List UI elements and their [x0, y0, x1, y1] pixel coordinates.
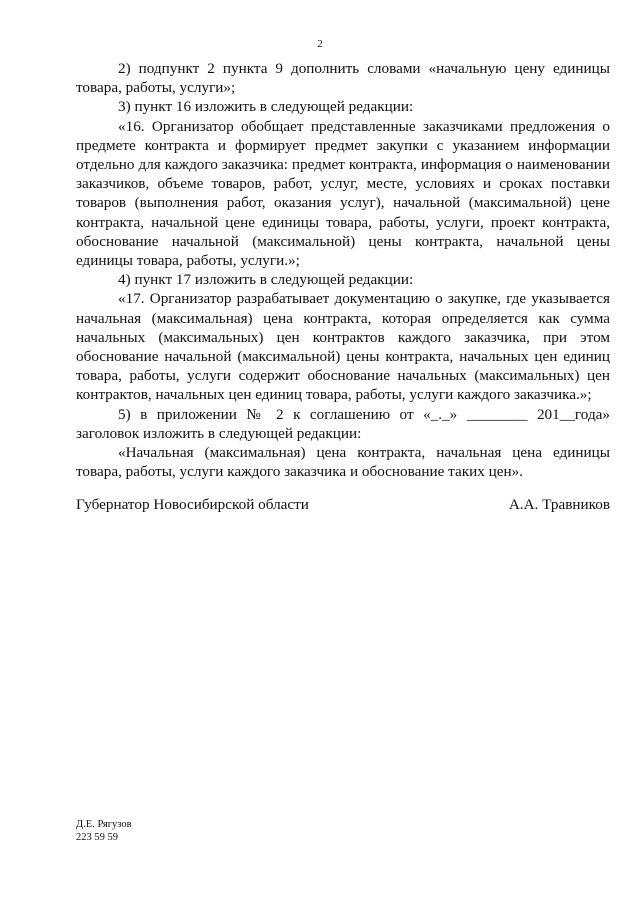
paragraph-item-17-intro: 4) пункт 17 изложить в следующей редакции: — [118, 271, 414, 289]
paragraph-item-16-intro: 3) пункт 16 изложить в следующей редакции: — [118, 98, 414, 116]
paragraph-appendix-title: «Начальная (максимальная) цена контракта, начальная цена единицы товара, работы, услуги каждого заказчика и обоснование таких цен». — [76, 444, 610, 481]
executor-name: Д.Е. Рягузов — [76, 819, 132, 830]
paragraph-item-16-text: «16. Организатор обобщает представленные заказчиками предложения о предмете контракта и формирует предмет закупки с указанием информации отдельно для каждого заказчика: предмет контракта, информация о наименовании заказчиков, объеме товаров, работ, услуг, месте, условиях и сроках поставки товаров (выполнения работ, оказания услуг), начальной (максимальной) цене контракта, начальной цене единицы товара, работы, услуги, проект контракта, обоснование начальной (максимальной) цены контракта, начальной цены единицы товара, работы, услуги.»; — [76, 117, 610, 270]
paragraph-appendix-2: 5) в приложении № 2 к соглашению от «_._» ________ 201__года» заголовок изложить в следующей редакции: — [76, 405, 610, 442]
signature-block — [76, 495, 610, 514]
page-number: 2 — [317, 38, 323, 50]
document-body — [76, 59, 610, 481]
paragraph-subitem-2: 2) подпункт 2 пункта 9 дополнить словами «начальную цену единицы товара, работы, услуги»; — [76, 60, 610, 97]
signatory-name: А.А. Травников — [508, 496, 610, 513]
signatory-position: Губернатор Новосибирской области — [76, 496, 309, 513]
executor-footer — [76, 818, 132, 844]
paragraph-item-17-text: «17. Организатор разрабатывает документацию о закупке, где указывается начальная (максимальная) цена контракта, которая определяется как сумма начальных (максимальных) цен контрактов каждого заказчика, при этом обоснование начальной (максимальной) цены контракта, начальных цен единиц товара, работы, услуги содержит обоснование начальных (максимальных) цен контрактов, начальных цен единиц товара, работы, услуги каждого заказчика.»; — [76, 290, 610, 404]
executor-phone: 223 59 59 — [76, 832, 118, 843]
